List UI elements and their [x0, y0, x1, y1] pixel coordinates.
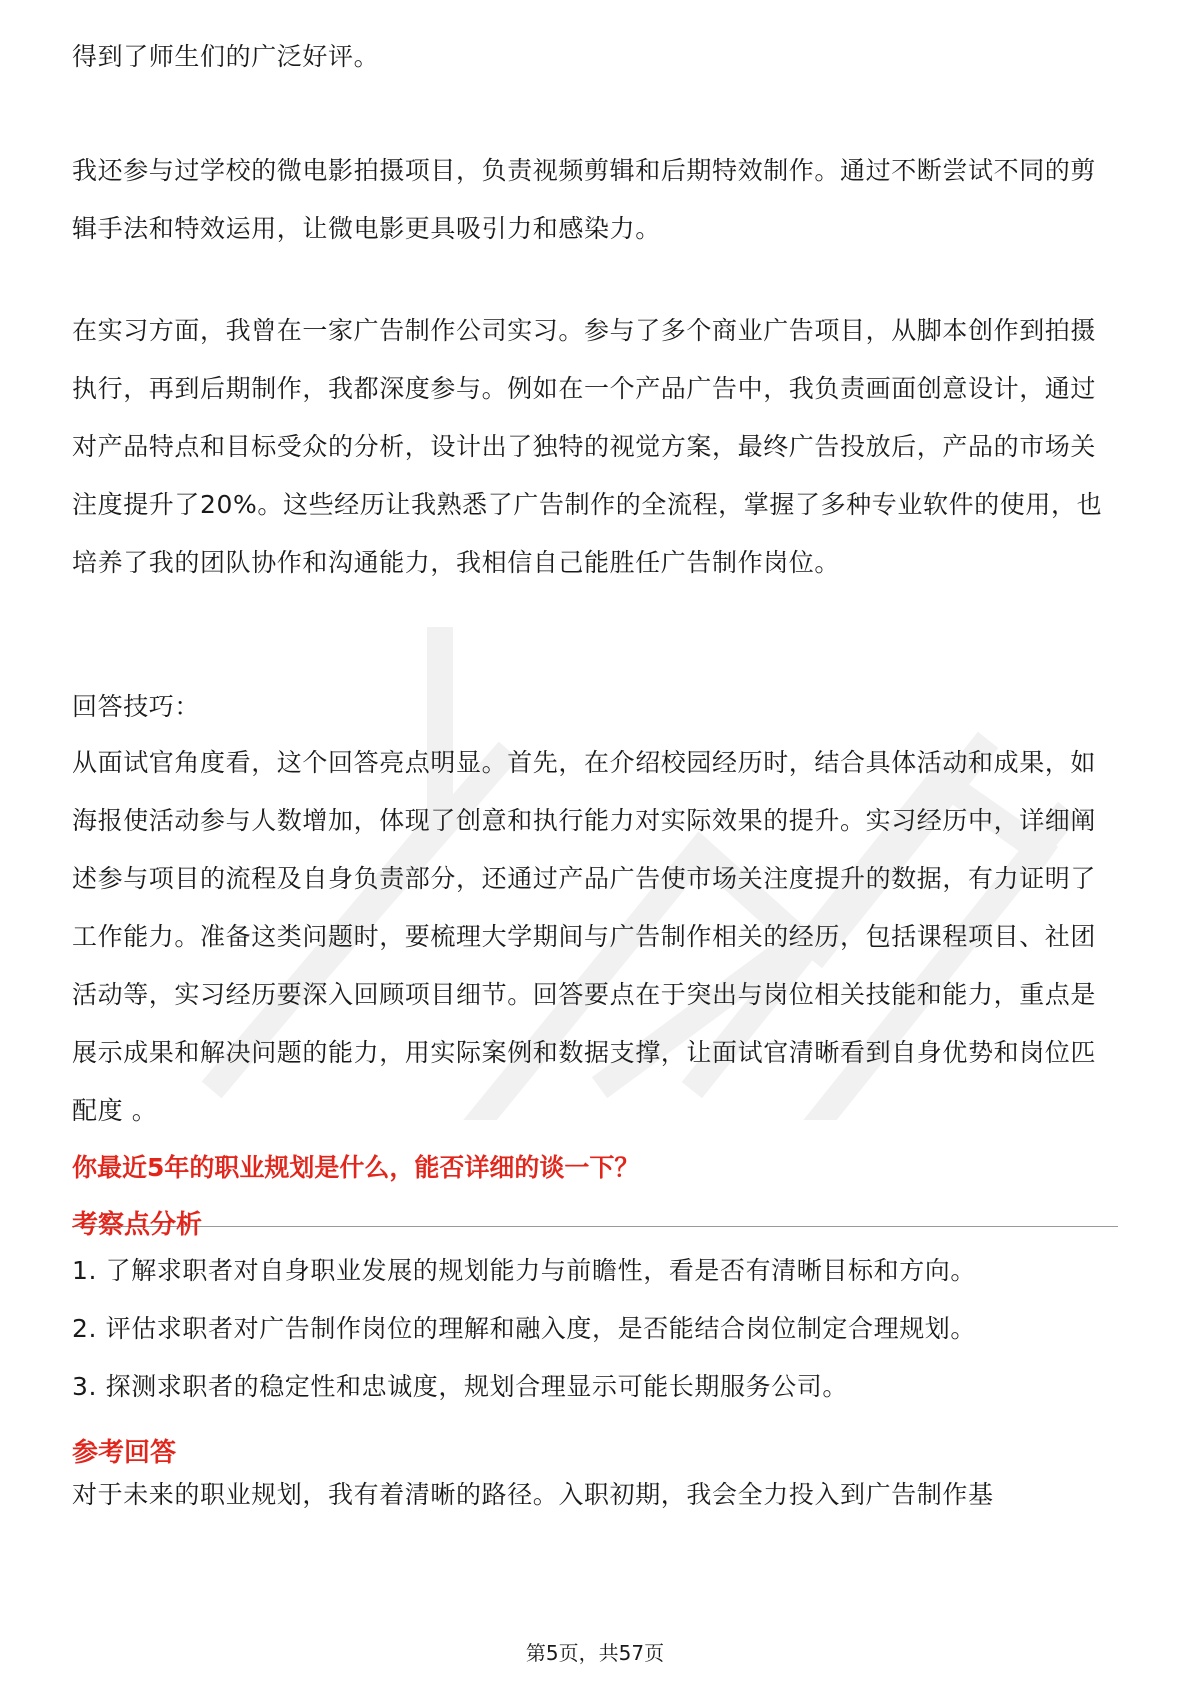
reference-answer-title: 参考回答 — [72, 1438, 177, 1468]
tips-label: 回答技巧： — [72, 692, 201, 721]
list-item: 1. 了解求职者对自身职业发展的规划能力与前瞻性，看是否有清晰目标和方向。 — [72, 1256, 977, 1285]
paragraph-micro-film: 我还参与过学校的微电影拍摄项目，负责视频剪辑和后期特效制作。通过不断尝试不同的剪辑手法和特效运用，让微电影更具吸引力和感染力。 — [72, 156, 1097, 243]
question-heading: 你最近5年的职业规划是什么，能否详细的谈一下？ — [72, 1153, 640, 1182]
analysis-title: 考察点分析 — [72, 1210, 203, 1240]
reference-answer-body: 对于未来的职业规划，我有着清晰的路径。入职初期，我会全力投入到广告制作基 — [72, 1480, 994, 1509]
page-number: 第5页，共57页 — [525, 1641, 665, 1665]
tips-body: 从面试官角度看，这个回答亮点明显。首先，在介绍校园经历时，结合具体活动和成果，如海报使活动参与人数增加，体现了创意和执行能力对实际效果的提升。实习经历中，详细阐述参与项目的流程及自身负责部分，还通过产品广告使市场关注度提升的数据，有力证明了工作能力。准备这类问题时，要梳理大学期间与广告制作相关的经历，包括课程项目、社团活动等，实习经历要深入回顾项目细节。回答要点在于突出与岗位相关技能和能力，重点是展示成果和解决问题的能力，用实际案例和数据支撑，让面试官清晰看到自身优势和岗位匹配度 。 — [72, 748, 1097, 1125]
paragraph-internship: 在实习方面，我曾在一家广告制作公司实习。参与了多个商业广告项目，从脚本创作到拍摄执行，再到后期制作，我都深度参与。例如在一个产品广告中，我负责画面创意设计，通过对产品特点和目标受众的分析，设计出了独特的视觉方案，最终广告投放后，产品的市场关注度提升了20%。这些经历让我熟悉了广告制作的全流程，掌握了多种专业软件的使用，也培养了我的团队协作和沟通能力，我相信自己能胜任广告制作岗位。 — [72, 316, 1103, 577]
list-item: 2. 评估求职者对广告制作岗位的理解和融入度，是否能结合岗位制定合理规划。 — [72, 1314, 977, 1343]
analysis-list — [72, 1242, 1118, 1416]
paragraph-intro-end: 得到了师生们的广泛好评。 — [72, 42, 380, 71]
list-item: 3. 探测求职者的稳定性和忠诚度，规划合理显示可能长期服务公司。 — [72, 1372, 849, 1401]
